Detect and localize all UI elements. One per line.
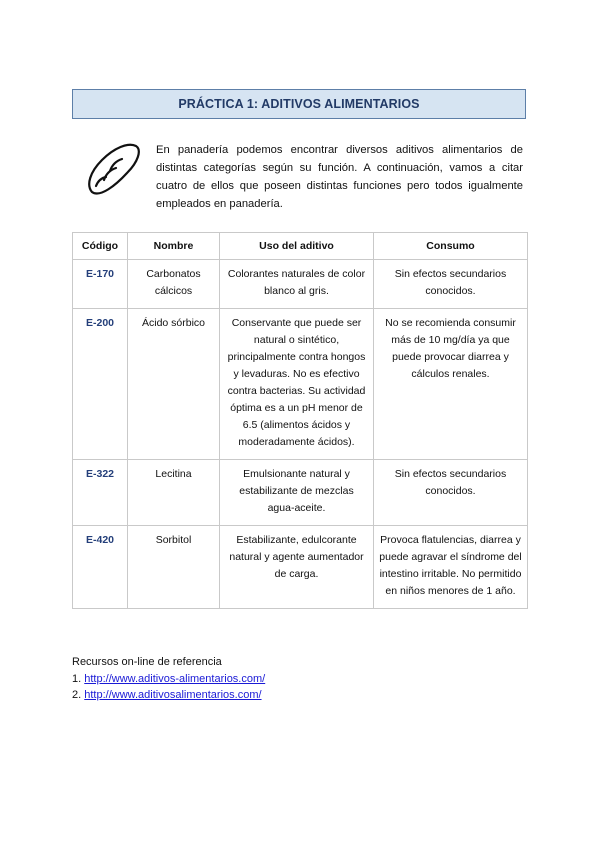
reference-item xyxy=(72,671,265,688)
reference-link[interactable]: http://www.aditivosalimentarios.com/ xyxy=(84,689,262,701)
table-row xyxy=(73,460,528,526)
additive-code: E-420 xyxy=(73,526,128,609)
additive-consumption: Sin efectos secundarios conocidos. xyxy=(374,460,528,526)
additives-table xyxy=(72,232,528,609)
additive-use: Emulsionante natural y estabilizante de mezclas agua-aceite. xyxy=(220,460,374,526)
table-row xyxy=(73,309,528,460)
additive-use: Conservante que puede ser natural o sintético, principalmente contra hongos y levaduras. No es efectivo contra bacterias. Su actividad óptima es a un pH menor de 6.5 (alimentos ácidos y moderadamente ácidos). xyxy=(220,309,374,460)
additive-name: Ácido sórbico xyxy=(128,309,220,460)
additive-consumption: No se recomienda consumir más de 10 mg/día ya que puede provocar diarrea y cálculos renales. xyxy=(374,309,528,460)
table-row xyxy=(73,526,528,609)
additive-use: Colorantes naturales de color blanco al gris. xyxy=(220,260,374,309)
table-row xyxy=(73,260,528,309)
column-header-use: Uso del aditivo xyxy=(220,233,374,260)
references-heading: Recursos on-line de referencia xyxy=(72,656,222,668)
references-section xyxy=(72,654,265,704)
column-header-code: Código xyxy=(73,233,128,260)
additive-code: E-200 xyxy=(73,309,128,460)
reference-number: 2. xyxy=(72,689,82,701)
additive-name: Sorbitol xyxy=(128,526,220,609)
additive-name: Carbonatos cálcicos xyxy=(128,260,220,309)
bread-loaf-icon xyxy=(82,140,144,200)
additive-code: E-322 xyxy=(73,460,128,526)
additive-consumption: Sin efectos secundarios conocidos. xyxy=(374,260,528,309)
page-title: PRÁCTICA 1: ADITIVOS ALIMENTARIOS xyxy=(178,97,420,111)
additive-name: Lecitina xyxy=(128,460,220,526)
reference-number: 1. xyxy=(72,672,82,685)
column-header-name: Nombre xyxy=(128,233,220,260)
additive-consumption: Provoca flatulencias, diarrea y puede agravar el síndrome del intestino irritable. No permitido en niños menores de 1 año. xyxy=(374,526,528,609)
additive-code: E-170 xyxy=(73,260,128,309)
additive-use: Estabilizante, edulcorante natural y agente aumentador de carga. xyxy=(220,526,374,609)
title-banner xyxy=(72,89,526,119)
column-header-consumption: Consumo xyxy=(374,233,528,260)
reference-item xyxy=(72,687,265,704)
table-header-row xyxy=(73,233,528,260)
reference-link[interactable]: http://www.aditivos-alimentarios.com/ xyxy=(84,672,266,685)
intro-paragraph: En panadería podemos encontrar diversos aditivos alimentarios de distintas categorías según su función. A continuación, vamos a citar cuatro de ellos que poseen distintas funciones pero todos igualmente empleados en panadería. xyxy=(156,144,523,210)
